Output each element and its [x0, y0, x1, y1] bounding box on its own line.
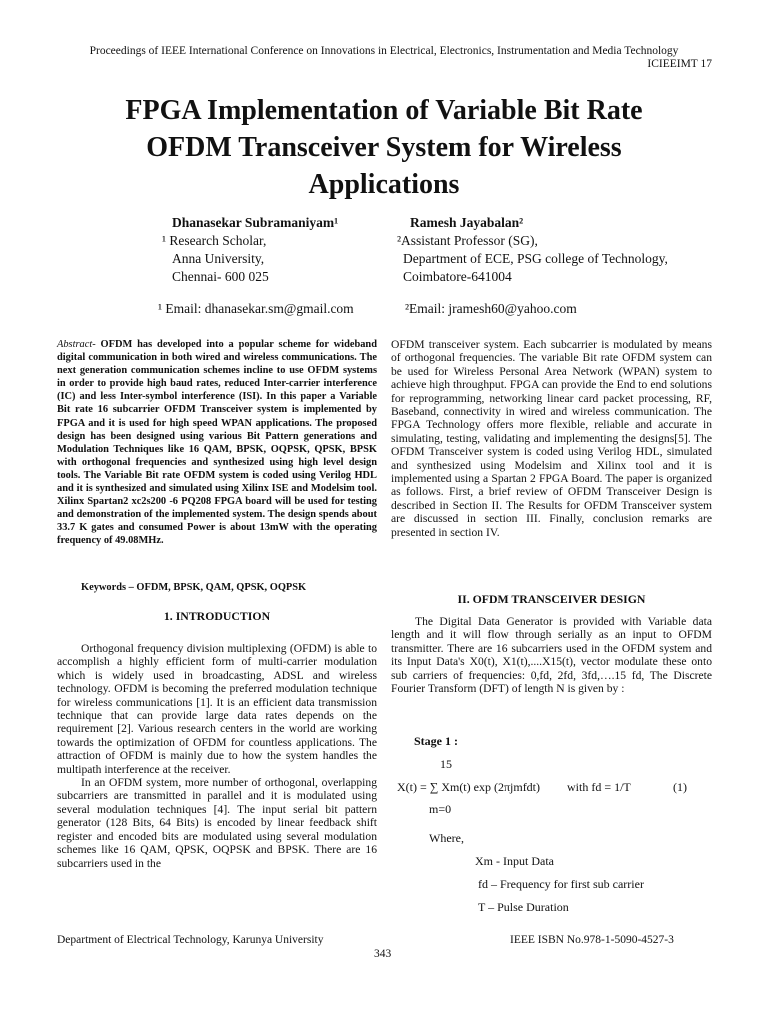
design-paragraph	[391, 615, 712, 695]
conference-header: Proceedings of IEEE International Conference on Innovations in Electrical, Electronics, Instrumentation and Media Technology	[89, 45, 679, 57]
section-heading-introduction: 1. INTRODUCTION	[163, 609, 271, 623]
page-number: 343	[374, 948, 392, 960]
author-1-name: Dhanasekar Subramaniyam¹	[172, 215, 339, 230]
title-line-2: OFDM Transceiver System for Wireless	[146, 132, 622, 163]
where-label: Where,	[429, 831, 464, 845]
design-paragraph-text: The Digital Data Generator is provided with Variable data length and it will flow through serially as an input to OFDM transmitter. There are 16 subcarriers used in the OFDM system and its Input Data's X0(t), X1(t),....X15(t), vector modulate these onto sub carriers of frequencies: 0,fd, 2fd, 3fd,….15 fd, The Discrete Fourier Transform (DFT) of length N is given by :	[391, 615, 712, 696]
right-column-paragraph-1: OFDM transceiver system. Each subcarrier is modulated by means of orthogonal frequencies. The variable Bit rate OFDM system can be used for Wireless Personal Area Network (WPAN) system to achieve high throughput. FPGA can provide the End to end solutions for reprogramming, networking linear card packet processing, RF, Baseband, connectivity in wired and wireless communication. The FPGA Technology offers more flexible, reliable and accurate in simulating, testing, validating and implementing the designs[5]. The OFDM Transceiver system is coded using Verilog HDL, simulated and synthesized using Modelsim and Xilinx tool and it is implemented using a Spartan 2 FPGA Board. The paper is organized as follows. First, a brief review of OFDM Transceiver Design is described in Section II. The Results for OFDM Transceiver system are discussed in section III. Finally, conclusion remarks are presented in section IV.	[391, 338, 712, 539]
dft-condition: with fd = 1/T	[567, 780, 631, 794]
section-heading-transceiver-design: II. OFDM TRANSCEIVER DESIGN	[457, 592, 646, 606]
author-2-affil-2: Department of ECE, PSG college of Technology,	[403, 251, 668, 266]
abstract-body: OFDM has developed into a popular scheme for wideband digital communication in both wired and wireless communications. The next generation communication schemes incline to use OFDM systems in order to provide high baud rates, reduced Inter-carrier interference (IC) and less Inter-symbol interference (ISI). In this paper a Variable Bit rate 16 subcarrier OFDM Transceiver system is implemented by FPGA and it is used for high speed WPAN applications. The proposed design has been designed using various Bit Pattern generations and Modulation Techniques like 16 QAM, BPSK, OQPSK, QPSK, BPSK with orthogonal frequencies and synthesized using high level design tools. The Variable Bit rate OFDM system is coded using Verilog HDL and it is synthesized and simulated using Xilinx ISE and Modelsim tool. Xilinx Spartan2 xc2s200 -6 PQ208 FPGA board will be used for testing and demonstration of the implemented system. The design spends about 33.7 K gates and consumed Power is about 13mW with the operating frequency of 49.08MHz.	[57, 339, 377, 547]
conference-acronym: ICIEEIMT 17	[647, 58, 712, 70]
abstract	[57, 338, 377, 548]
author-2-affil-3: Coimbatore-641004	[403, 269, 512, 284]
sum-upper-limit: 15	[440, 757, 452, 771]
equation-number: (1)	[673, 780, 687, 794]
author-1-affil-2: Anna University,	[172, 251, 265, 266]
paper-title	[40, 92, 728, 203]
author-2-name: Ramesh Jayabalan²	[410, 215, 524, 230]
author-2-affil-1: ²Assistant Professor (SG),	[397, 233, 538, 248]
abstract-label: Abstract-	[57, 339, 96, 350]
definition-fd: fd – Frequency for first sub carrier	[478, 877, 644, 891]
stage-1-label: Stage 1 :	[414, 734, 458, 748]
author-2-email: ²Email: jramesh60@yahoo.com	[405, 301, 577, 316]
dft-equation: X(t) = ∑ Xm(t) exp (2πjmfdt)	[397, 780, 541, 794]
title-line-3: Applications	[308, 169, 460, 200]
footer-isbn: IEEE ISBN No.978-1-5090-4527-3	[510, 934, 674, 946]
author-1-affil-3: Chennai- 600 025	[172, 269, 269, 284]
author-1-affil-1: ¹ Research Scholar,	[162, 233, 267, 248]
intro-paragraph-2: In an OFDM system, more number of orthogonal, overlapping subcarriers are transmitted in parallel and it is modulated using several modulation techniques [4]. The input serial bit pattern generator (128 Bits, 64 Bits) is encoded by linear feedback shift register and encoded bits are modulated using several modulation schemes like 16 QAM, QPSK, OQPSK and BPSK. There are 16 subcarriers used in the	[57, 776, 377, 870]
definition-t: T – Pulse Duration	[478, 900, 569, 914]
footer-affiliation: Department of Electrical Technology, Karunya University	[57, 934, 324, 946]
title-line-1: FPGA Implementation of Variable Bit Rate	[125, 95, 643, 126]
author-1-block	[172, 214, 338, 232]
definition-xm: Xm - Input Data	[475, 854, 554, 868]
intro-paragraphs	[57, 642, 377, 870]
intro-paragraph-1: Orthogonal frequency division multiplexing (OFDM) is able to accomplish a highly efficient form of multi-carrier modulation which is widely used in broadcasting, ADSL and wireless technology. OFDM is becoming the preferred modulation technique for wireless communications [1]. It is an efficient data transmission technique that can provide large data rates depends on the requirement [2]. Various research centers in the world are working towards the optimization of OFDM for countless applications. The attraction of OFDM is mainly due to how the system handles the multipath interference at the receiver.	[57, 642, 377, 776]
sum-lower-limit: m=0	[429, 802, 452, 816]
keywords: Keywords – OFDM, BPSK, QAM, QPSK, OQPSK	[81, 582, 307, 593]
author-1-email: ¹ Email: dhanasekar.sm@gmail.com	[158, 301, 354, 316]
